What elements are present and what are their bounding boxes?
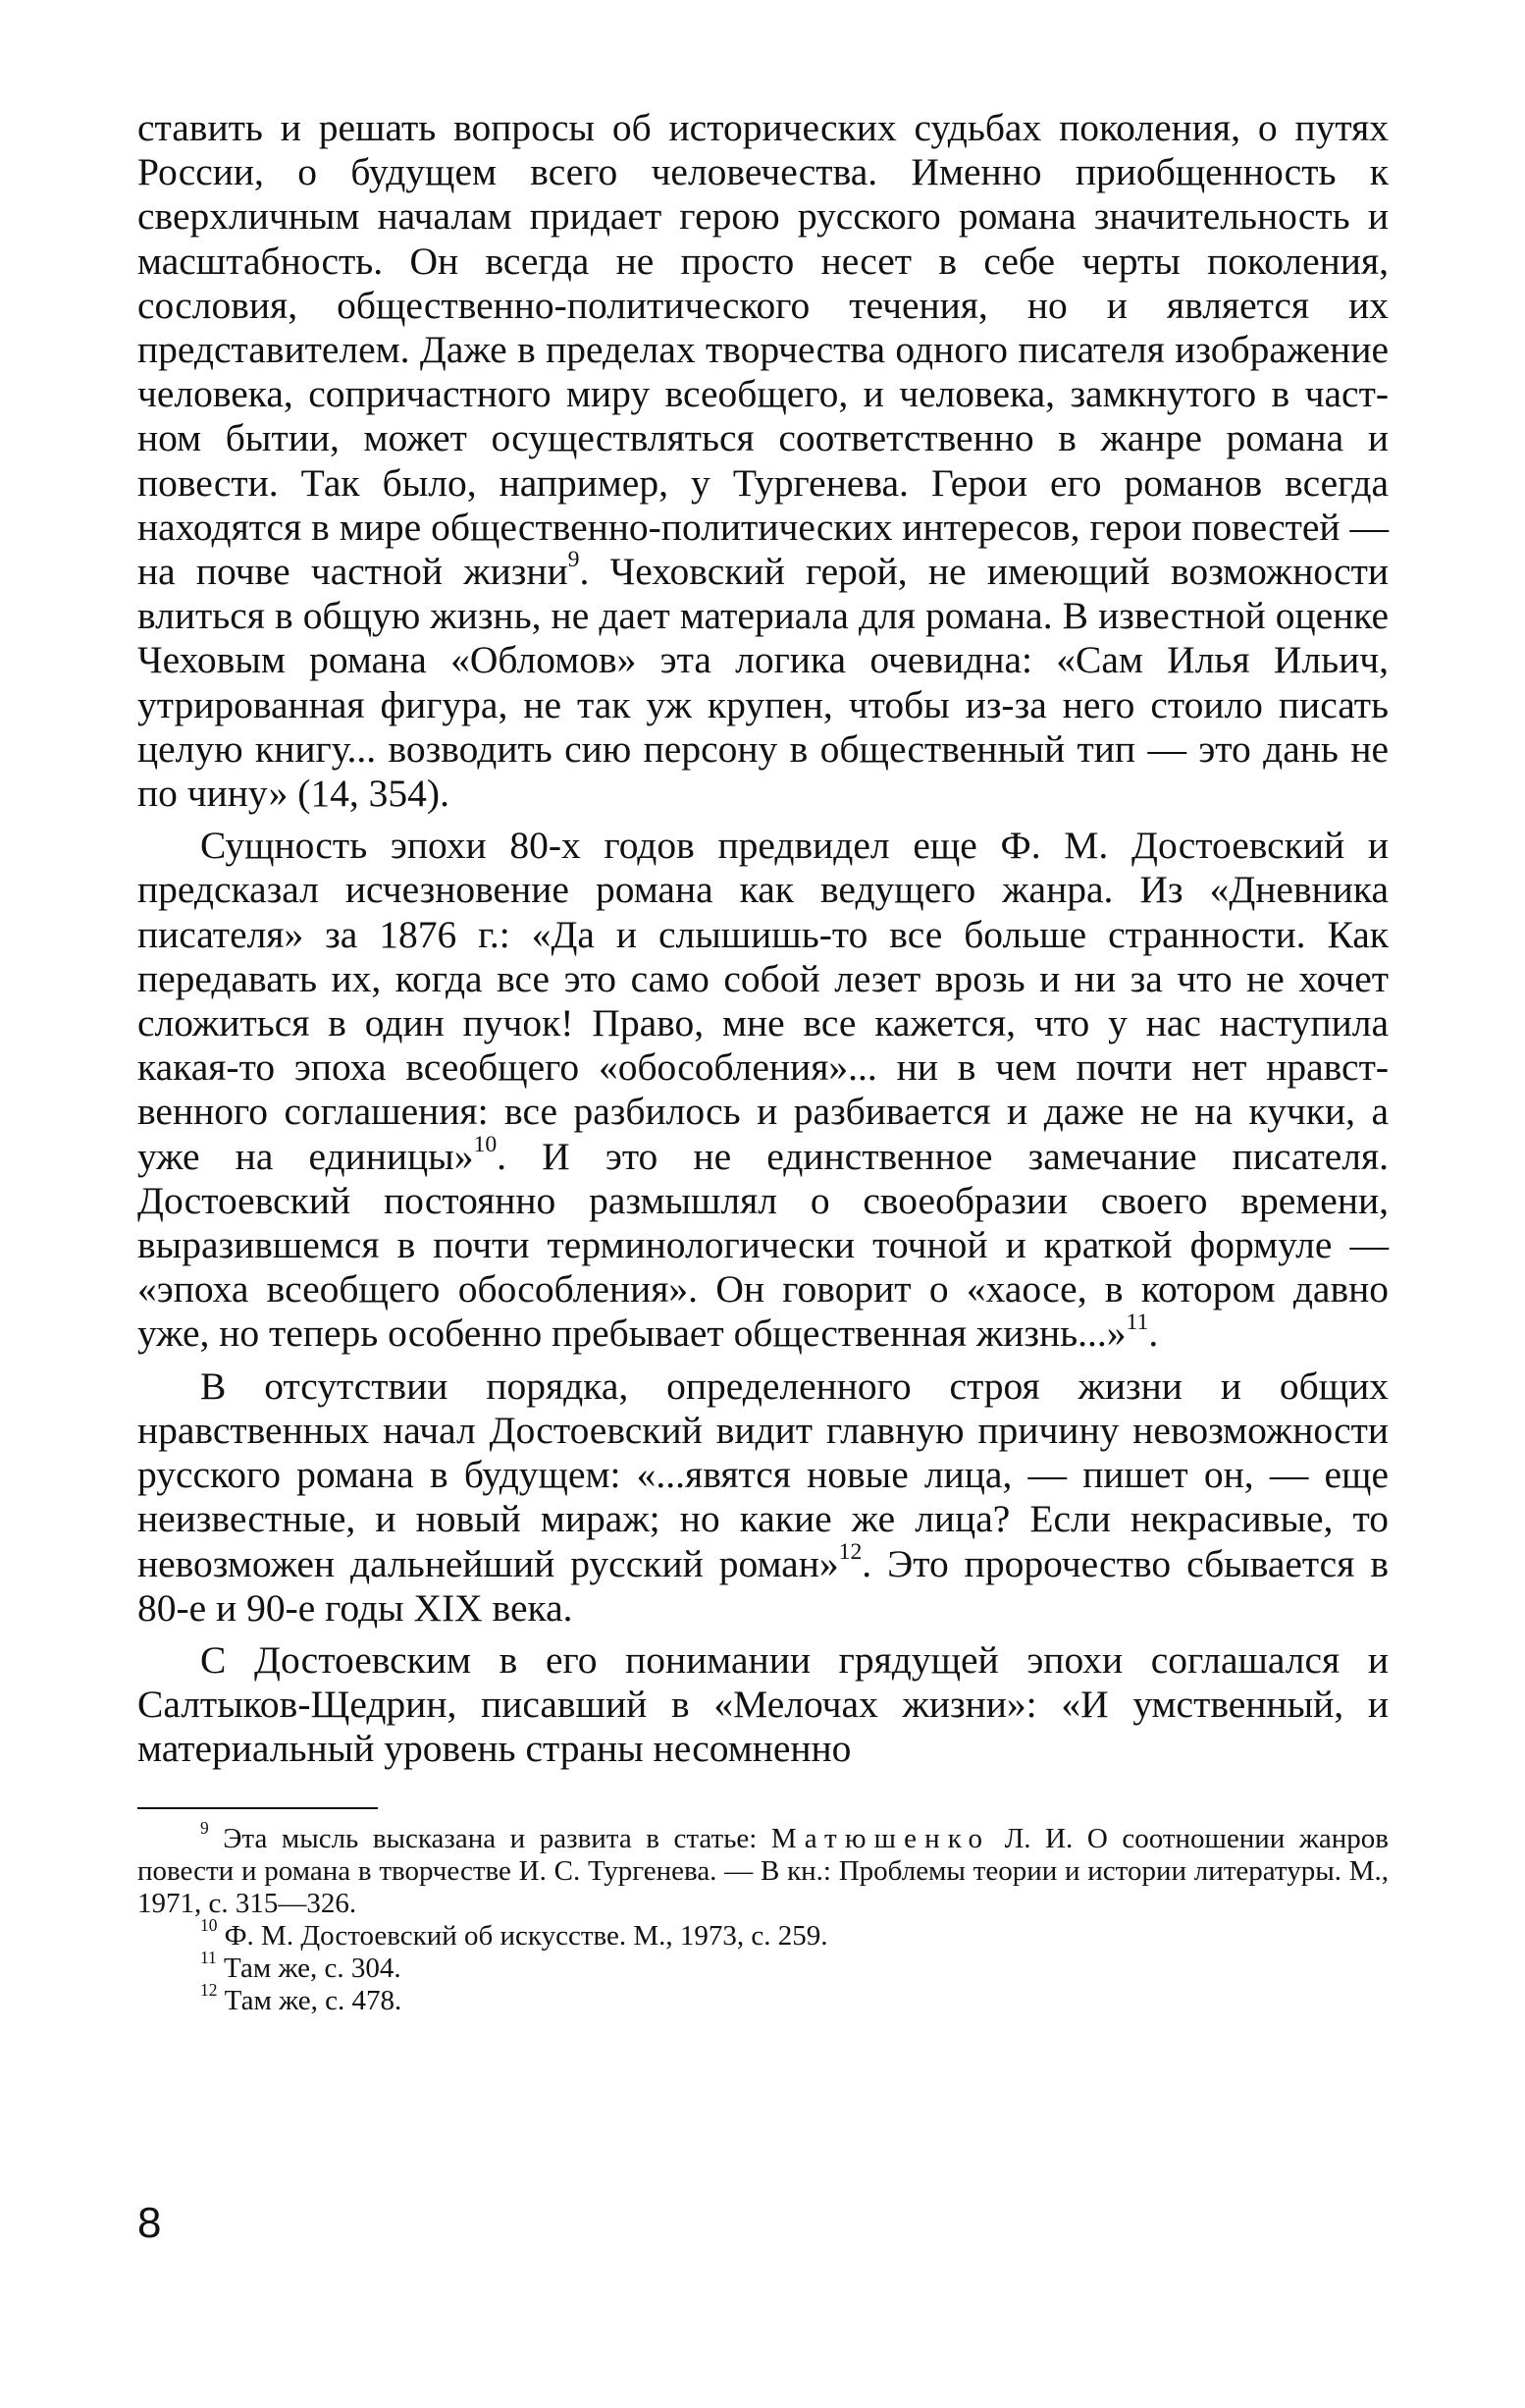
footnote-text: Ф. М. Достоевский об искусстве. М., 1973, с. 259.: [224, 1919, 828, 1952]
footnote-text-cont: Л. И. О соотношении жанров повести и романа в творчестве И. С. Тургенева. — В кн.: Проблемы теории и истории литературы. М., 1971, с. 315—326.: [137, 1822, 1389, 1919]
footnote-9: [137, 1818, 1389, 1920]
paragraph-1-text-cont: . Чеховский герой, не имеющий возможности влиться в общую жизнь, не дает материала для романа. В известной оценке Чеховым романа «Обломов» эта логика очевидна: «Сам Илья Ильич, утрированная фигура, не так уж крупен, чтобы из-за него стоило писать целую книгу... возводить сию персону в общественный тип — это дань не по чину» (14, 354).: [137, 550, 1389, 816]
paragraph-2-text: Сущность эпохи 80-х годов предвидел еще Ф. М. Достоевский и предсказал исчезновение романа как ведущего жанра. Из «Дневника писателя» за 1876 г.: «Да и слышишь-то все больше странности. Как передавать их, когда все это само собой лезет врозь и ни за что не хочет сложиться в один пучок! Право, мне все кажется, что у нас наступила какая-то эпоха всеобщего «обособления»... ни в чем почти нет нравственного соглашения: все разбилось и разбивается и даже не на кучки, а уже на единицы»: [137, 824, 1389, 1178]
footnote-ref-11[interactable]: 11: [1126, 1309, 1149, 1335]
paragraph-3: [137, 1365, 1389, 1631]
footnote-ref-10[interactable]: 10: [473, 1131, 498, 1157]
paragraph-4-text: С Достоевским в его понимании грядущей эпохи соглашался и Салтыков-Щедрин, писавший в «Мелочах жизни»: «И умственный, и материальный уровень страны несомненно: [137, 1637, 1389, 1771]
footnote-10: [137, 1915, 1389, 1953]
footnote-mark: 11: [200, 1948, 217, 1968]
page-number: 8: [137, 2199, 162, 2247]
footnotes: [137, 1818, 1389, 2017]
paragraph-2: [137, 824, 1389, 1356]
page-body: [137, 106, 1389, 2017]
paragraph-1-text: ставить и решать вопросы об исторических судьбах поколения, о путях России, о будущем всего человечества. Именно приобщенность к сверхличным началам придает герою русского романа значительность и масштабность. Он всегда не просто несет в себе черты поколения, сословия, общественно-политического течения, но и является их представителем. Даже в пределах творчества одного писателя изображение человека, сопричастного миру всеобщего, и человека, замкнутого в частном бытии, может осуществляться соответственно в жанре романа и повести. Так было, например, у Тургенева. Герои его романов всегда находятся в мире общественно-политических интересов, герои повестей — на почве частной жизни: [137, 106, 1389, 594]
paragraph-3-text-cont: . Это пророчество сбывается в 80-е и 90-е годы XIX века.: [137, 1541, 1389, 1630]
footnote-mark: 10: [200, 1915, 218, 1936]
footnote-text: Там же, с. 478.: [224, 1984, 402, 2016]
footnote-text: Эта мысль высказана и развита в статье:: [223, 1822, 771, 1854]
footnote-ref-9[interactable]: 9: [567, 547, 580, 573]
paragraph-4: [137, 1638, 1389, 1772]
footnote-author: Матюшенко: [770, 1822, 991, 1854]
footnote-12: [137, 1980, 1389, 2017]
paragraph-2-text-cont: . И это не единственное замечание писателя. Достоевский постоянно размышлял о своеобразии своего времени, выразившемся в почти терминологически точной и краткой формуле — «эпоха всеобщего обособления». Он говорит о «хаосе, в котором давно уже, но теперь особенно пребывает общественная жизнь...»: [137, 1134, 1389, 1356]
paragraph-3-text: В отсутствии порядка, определенного строя жизни и общих нравственных начал Достоевский видит главную причину невозможности русского романа в будущем: «...явятся новые лица, — пишет он, — еще неизвестные, и новый мираж; но какие же лица? Если некрасивые, то невозможен дальнейший русский роман»: [137, 1364, 1389, 1585]
footnote-mark: 9: [200, 1818, 209, 1839]
footnote-divider: [137, 1807, 378, 1809]
paragraph-2-text-end: .: [1148, 1311, 1159, 1356]
footnote-11: [137, 1948, 1389, 1985]
footnote-ref-12[interactable]: 12: [838, 1538, 863, 1565]
paragraph-1: [137, 106, 1389, 816]
footnote-text: Там же, с. 304.: [224, 1952, 401, 1984]
footnote-mark: 12: [200, 1980, 218, 2001]
